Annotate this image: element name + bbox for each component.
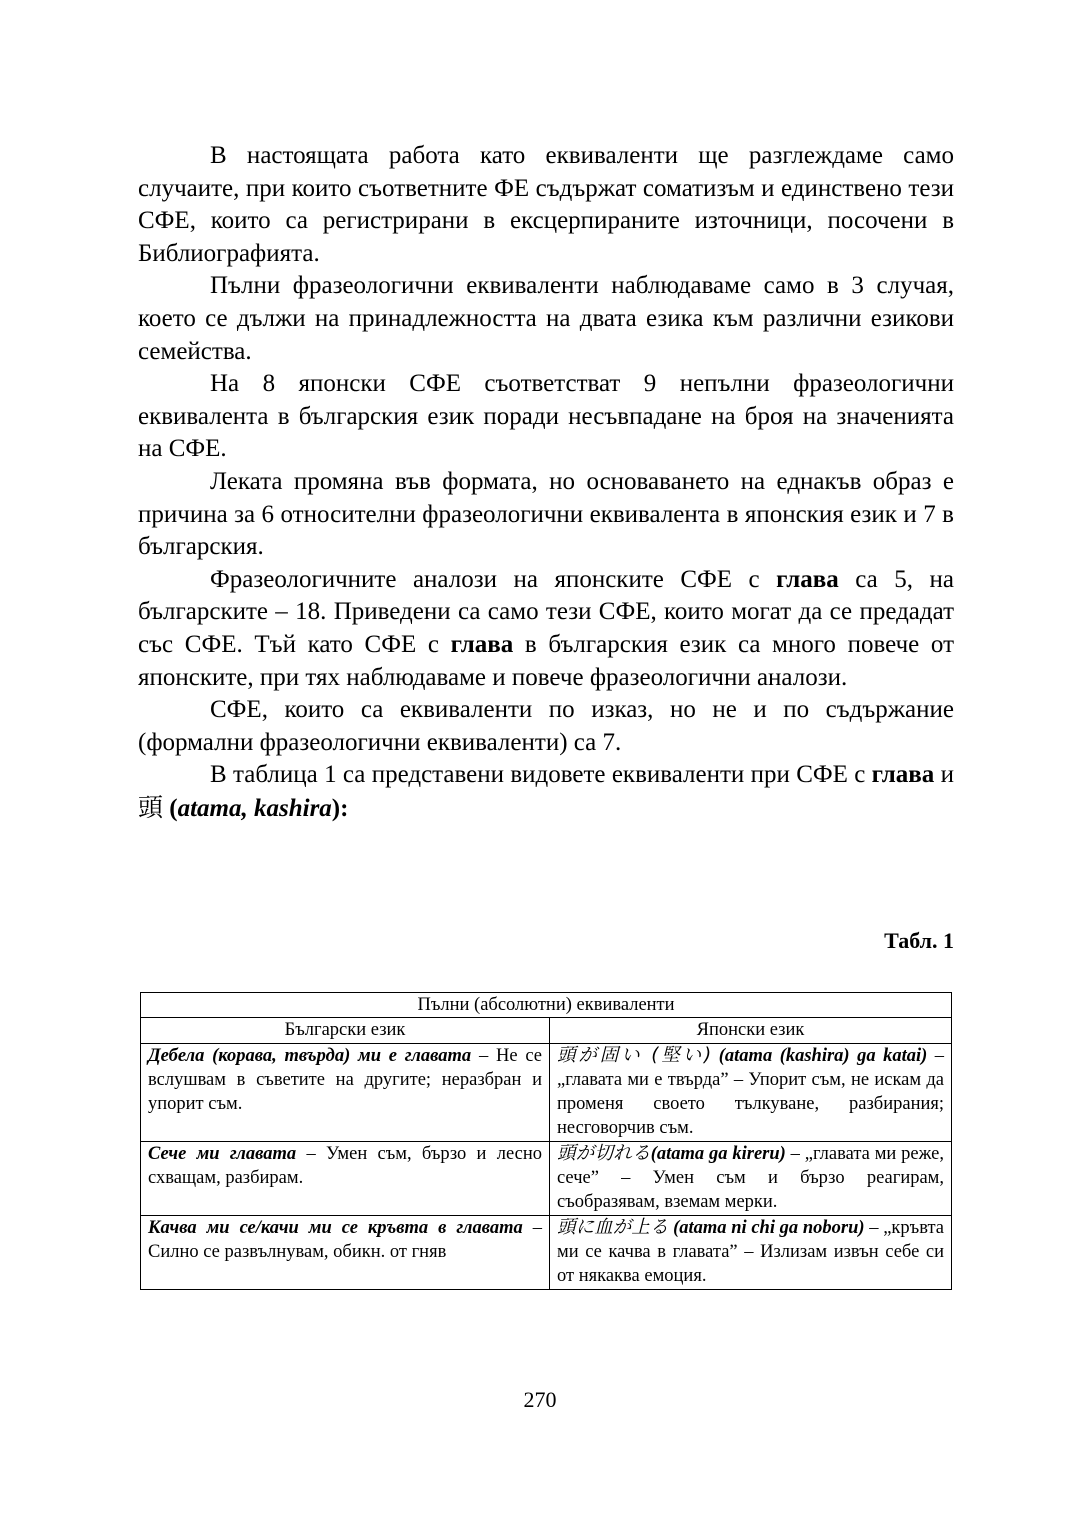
column-header-bulgarian: Български език (141, 1018, 550, 1043)
japanese-cell (550, 1043, 952, 1141)
paragraph-3: На 8 японски СФЕ съответстват 9 непълни фразеологични еквивалента в българския език поради несъвпадане на броя на значенията на СФЕ. (138, 370, 954, 463)
table-title: Пълни (абсолютни) еквиваленти (141, 993, 952, 1018)
body-text (138, 140, 954, 825)
table-header-row (141, 1018, 952, 1043)
bulgarian-cell (141, 1141, 550, 1215)
japanese-cell (550, 1215, 952, 1289)
jp-romaji: (atama ga kireru) (650, 1143, 786, 1164)
equivalents-table (140, 992, 952, 1290)
paragraph-7 (138, 759, 954, 825)
p5-bold-glava-1: глава (776, 565, 839, 593)
bg-phrase: Сече ми главата (148, 1143, 297, 1164)
bg-phrase: Дебела (корава, твърда) ми е главата (148, 1045, 472, 1066)
table-caption: Табл. 1 (884, 928, 954, 953)
p7-bold-glava: глава (871, 761, 935, 789)
jp-phrase: 頭が切れる (557, 1142, 651, 1164)
p5-text-2: са 5, на българските – 18. Приведени са само тези СФЕ, които могат да се предадат със СФЕ. Тъй като СФЕ с (138, 565, 954, 658)
p5-text-1: Фразеологичните аналози на японските СФЕ с (210, 565, 777, 593)
table-row (141, 1043, 952, 1141)
table-row (141, 1215, 952, 1289)
bg-definition: – Силно се развълнувам, обикн. от гняв (148, 1217, 542, 1262)
bulgarian-cell (141, 1215, 550, 1289)
p7-text-1: В таблица 1 са представени видовете еквиваленти при СФЕ с (210, 761, 872, 789)
jp-definition: – „главата ми е твърда” – Упорит съм, не искам да променя своето тълкуване, разбирания; несговорчив съм. (557, 1045, 945, 1139)
page-number: 270 (523, 1387, 557, 1412)
bg-phrase: Качва ми се/качи ми се кръвта в главата (148, 1217, 523, 1238)
paragraph-1: В настоящата работа като еквиваленти ще разглеждаме само случаите, при които съответните ФЕ съдържат соматизъм и единствено тези СФЕ, които са регистрирани в ексцерпираните източници, посочени в Библиографията. (138, 142, 954, 267)
jp-phrase: 頭に血が上る (557, 1216, 669, 1238)
jp-phrase: 頭が固い (堅い) (557, 1044, 712, 1066)
p5-bold-glava-2: глава (450, 630, 514, 658)
paragraph-5 (138, 564, 954, 694)
paragraph-4: Леката промяна във формата, но основаването на еднакъв образ е причина за 6 относителни фразеологични еквивалента в японския език и 7 в българския. (138, 467, 954, 561)
p7-kanji: 頭 (138, 792, 164, 822)
bg-definition: – Не се вслушвам в съветите на другите; неразбран и упорит съм. (148, 1045, 542, 1115)
table-row (141, 1141, 952, 1215)
jp-definition: – „кръвта ми се качва в главата” – Излизам извън себе си от някаква емоция. (557, 1217, 945, 1287)
japanese-cell (550, 1141, 952, 1215)
jp-romaji: (atama (kashira) ga katai) (711, 1045, 928, 1066)
p7-romaji: atama, kashira (177, 794, 332, 822)
bg-definition: – Умен съм, бързо и лесно схващам, разбирам. (148, 1143, 542, 1189)
table-title-row (141, 993, 952, 1018)
jp-romaji: (atama ni chi ga noboru) (668, 1217, 865, 1238)
column-header-japanese: Японски език (550, 1018, 952, 1043)
jp-definition: – „главата ми реже, сече” – Умен съм и бързо реагирам, съобразявам, вземам мерки. (557, 1143, 945, 1213)
p7-paren-close: ): (331, 794, 349, 822)
p7-paren-open: ( (163, 794, 178, 822)
p7-text-2: и (934, 761, 954, 789)
paragraph-2: Пълни фразеологични еквиваленти наблюдаваме само в 3 случая, което се дължи на принадлежността на двата езика към различни езикови семейства. (138, 272, 954, 365)
bulgarian-cell (141, 1043, 550, 1141)
p5-text-3: в българския език са много повече от японските, при тях наблюдаваме и повече фразеологични аналози. (138, 630, 955, 691)
paragraph-6: СФЕ, които са еквиваленти по изказ, но не и по съдържание (формални фразеологични еквиваленти) са 7. (138, 696, 954, 756)
